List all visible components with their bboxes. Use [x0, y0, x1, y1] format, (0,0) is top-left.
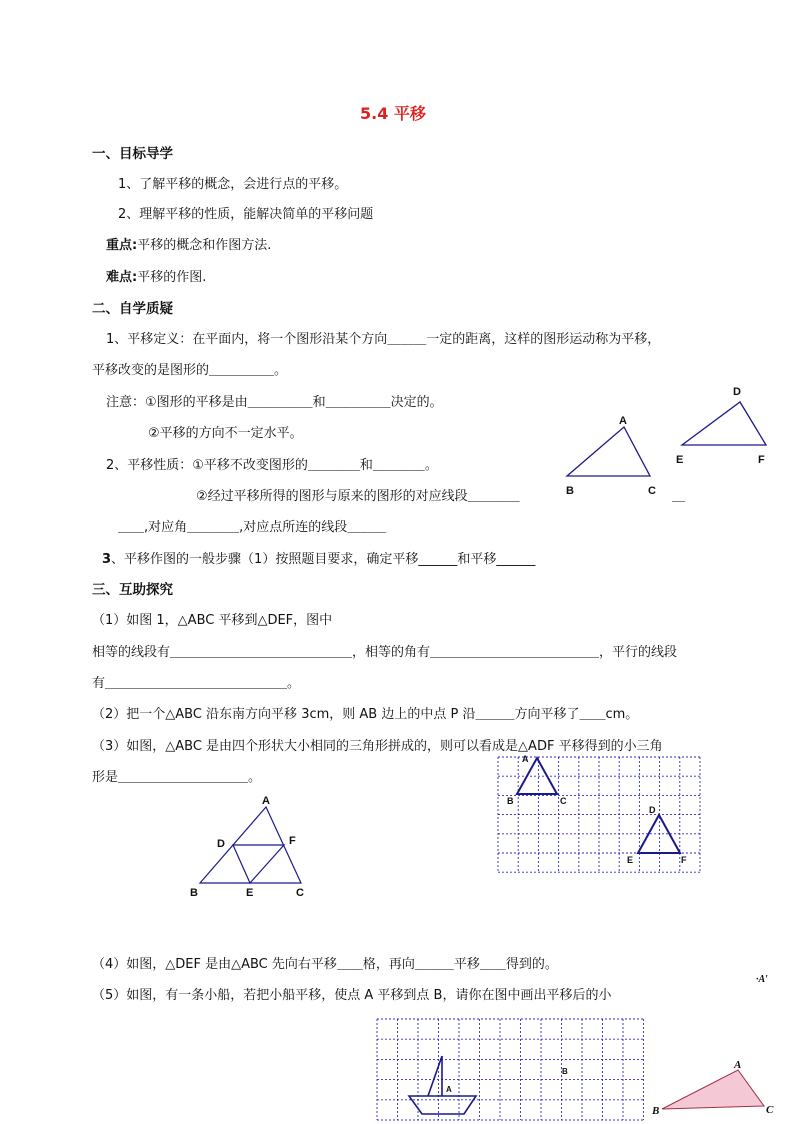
q3-label-d: D	[217, 838, 225, 850]
q3-label-c: C	[296, 887, 304, 899]
definition-line-1: 1、平移定义：在平面内，将一个图形沿某个方向＿＿＿一定的距离，这样的图形运动称为平移，	[106, 332, 661, 347]
pink-label-c: C	[766, 1104, 774, 1116]
grid-label-f: F	[681, 855, 687, 865]
drawing-steps-text: 、平移作图的一般步骤（1）按照题目要求，确定平移______和平移______	[111, 552, 536, 567]
boat-sail	[428, 1056, 442, 1096]
property-2-tail: ＿	[672, 489, 686, 504]
drawing-steps-number: 3	[102, 552, 112, 567]
boat-hull	[409, 1096, 476, 1114]
triangle-abc	[567, 427, 650, 476]
goal-1: 1、了解平移的概念，会进行点的平移。	[118, 177, 348, 192]
grid-label-e: E	[627, 855, 634, 865]
question-2: （2）把一个△ABC 沿东南方向平移 3cm，则 AB 边上的中点 P 沿＿＿＿方向平移了＿＿cm。	[92, 707, 639, 722]
question-5: （5）如图，有一条小船，若把小船平移，使点 A 平移到点 B，请你在图中画出平移后的小	[92, 988, 612, 1003]
difficult-point	[106, 270, 206, 286]
middle-triangle	[233, 845, 284, 883]
property-1: 2、平移性质：①平移不改变图形的＿＿＿＿和＿＿＿＿。	[106, 458, 438, 473]
pink-triangle-figure	[650, 1060, 785, 1120]
question-3-line-2: 形是＿＿＿＿＿＿＿＿＿＿。	[92, 770, 262, 785]
key-point	[106, 238, 271, 254]
grid-label-d: D	[649, 805, 656, 815]
question-1-line-1: （1）如图 1，△ABC 平移到△DEF，图中	[92, 613, 333, 628]
label-f: F	[758, 454, 765, 466]
label-a: A	[619, 415, 627, 427]
section-heading-self-study: 二、自学质疑	[92, 301, 173, 317]
page-title: 5.4 平移	[360, 104, 426, 123]
question-1-line-3: 有＿＿＿＿＿＿＿＿＿＿＿＿＿＿。	[92, 676, 301, 691]
q3-label-b: B	[190, 887, 198, 899]
pink-label-a: A	[734, 1059, 742, 1071]
boat-grid-figure	[376, 1018, 646, 1124]
point-a-prime: ·A′	[756, 974, 768, 985]
property-3: ＿＿,对应角＿＿＿＿,对应点所连的线段＿＿＿	[118, 520, 387, 535]
grid-translation-figure	[497, 756, 702, 874]
label-d: D	[733, 386, 741, 398]
grid-label-c: C	[560, 796, 567, 806]
question-3-line-1: （3）如图，△ABC 是由四个形状大小相同的三角形拼成的，则可以看成是△ADF 平移得到的小三角	[92, 739, 663, 754]
definition-line-2: 平移改变的是图形的＿＿＿＿＿。	[92, 363, 288, 378]
label-b: B	[566, 485, 574, 497]
question-1-line-2: 相等的线段有＿＿＿＿＿＿＿＿＿＿＿＿＿＿，相等的角有＿＿＿＿＿＿＿＿＿＿＿＿＿，平行的线段	[92, 645, 678, 660]
translation-triangles-figure	[560, 380, 780, 500]
note-1: 注意：①图形的平移是由＿＿＿＿＿和＿＿＿＿＿决定的。	[106, 395, 443, 410]
label-c: C	[648, 485, 656, 497]
difficult-point-text: 平移的作图.	[137, 270, 207, 285]
section-heading-explore: 三、互助探究	[92, 582, 173, 598]
pink-triangle	[662, 1070, 764, 1109]
note-2: ②平移的方向不一定水平。	[148, 426, 303, 441]
boat-label-a: A	[446, 1085, 452, 1094]
boat-dotted-grid	[377, 1019, 644, 1120]
subdivided-triangle-figure	[186, 795, 316, 905]
property-2: ②经过平移所得的图形与原来的图形的对应线段＿＿＿＿	[196, 489, 520, 504]
section-heading-goals: 一、目标导学	[92, 146, 173, 162]
triangle-def	[682, 402, 766, 445]
difficult-point-label: 难点:	[106, 270, 138, 285]
q3-label-a: A	[262, 795, 270, 807]
pink-label-b: B	[652, 1105, 660, 1117]
drawing-steps	[102, 552, 535, 568]
label-e: E	[676, 454, 684, 466]
key-point-text: 平移的概念和作图方法.	[137, 238, 272, 253]
grid-label-a: A	[522, 754, 529, 764]
grid-label-b: B	[507, 796, 514, 806]
goal-2: 2、理解平移的性质，能解决简单的平移问题	[118, 207, 374, 222]
boat-label-b: B	[562, 1067, 568, 1076]
key-point-label: 重点:	[106, 238, 138, 253]
q3-label-f: F	[289, 835, 296, 847]
question-4: （4）如图，△DEF 是由△ABC 先向右平移＿＿格，再向＿＿＿平移＿＿得到的。	[92, 957, 558, 972]
q3-label-e: E	[246, 887, 254, 899]
